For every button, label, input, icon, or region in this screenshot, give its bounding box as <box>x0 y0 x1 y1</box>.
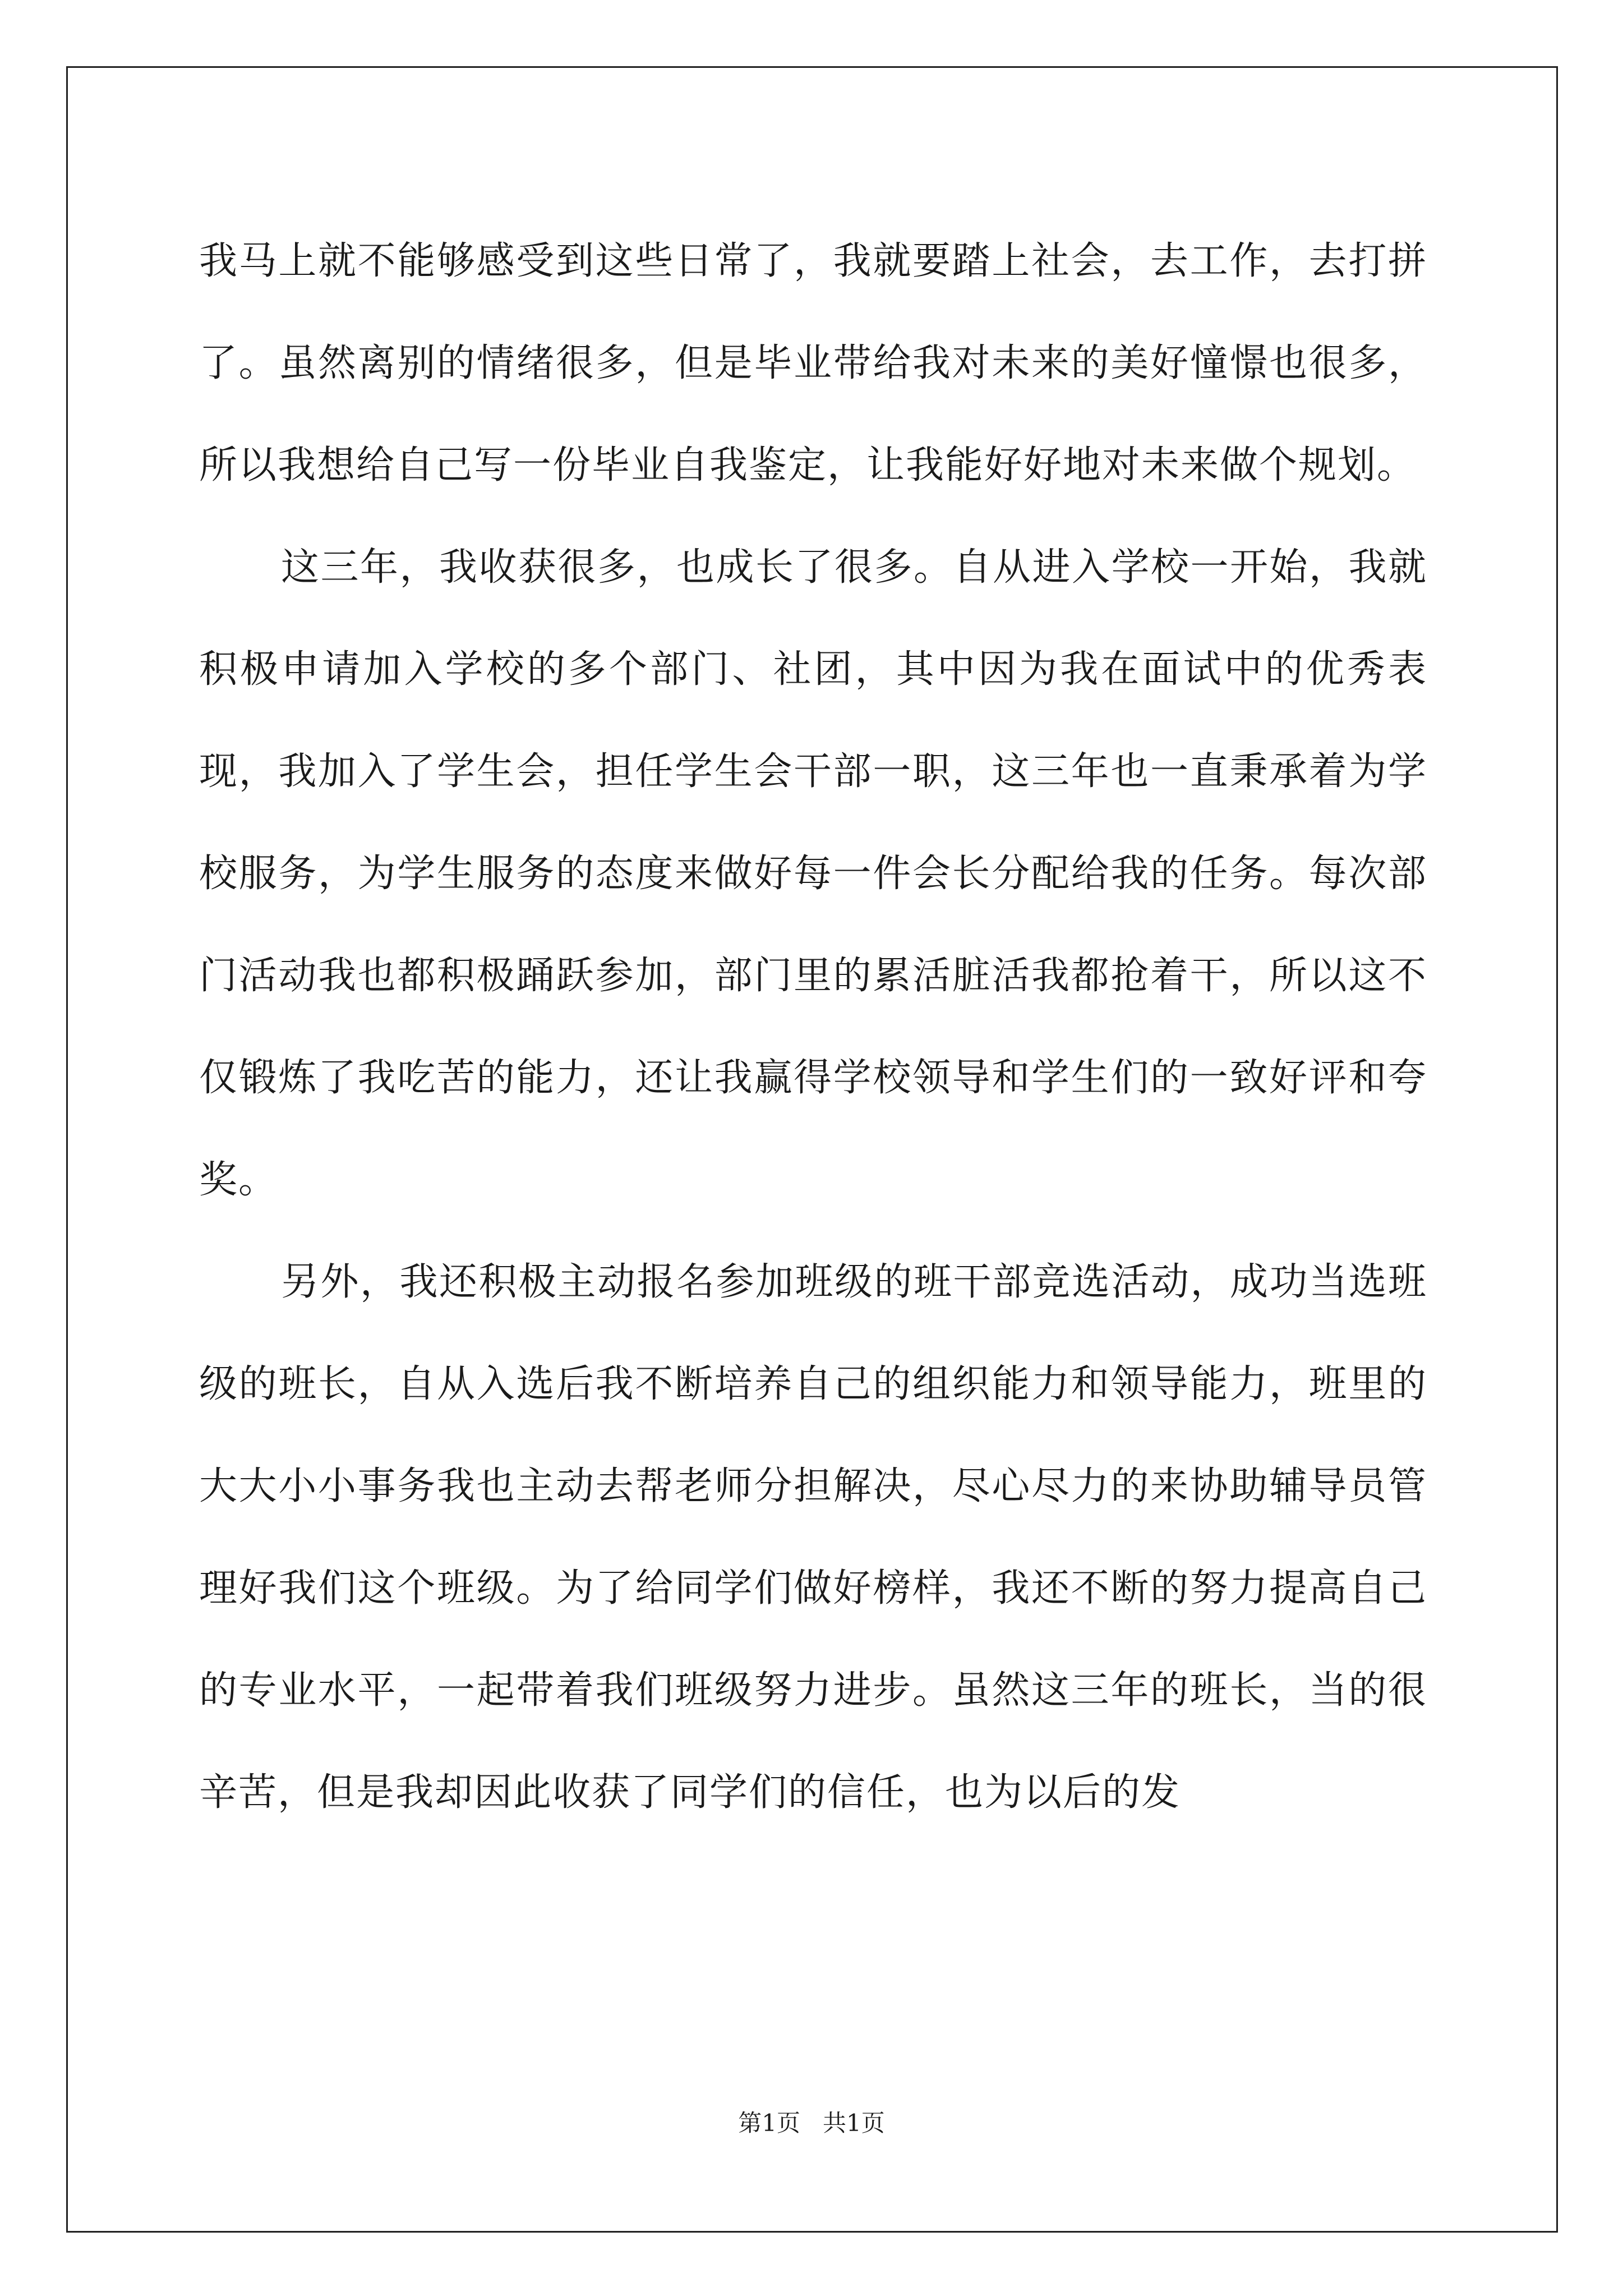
document-body <box>199 210 1427 1844</box>
page-footer <box>0 2106 1623 2140</box>
page-total: 共1页 <box>823 2109 885 2137</box>
paragraph-1: 我马上就不能够感受到这些日常了，我就要踏上社会，去工作，去打拼了。虽然离别的情绪很多，但是毕业带给我对未来的美好憧憬也很多，所以我想给自己写一份毕业自我鉴定，让我能好好地对未来做个规划。 <box>199 239 1427 487</box>
page-number: 第1页 <box>738 2109 800 2137</box>
paragraph-3: 另外，我还积极主动报名参加班级的班干部竞选活动，成功当选班级的班长，自从入选后我不断培养自己的组织能力和领导能力，班里的大大小小事务我也主动去帮老师分担解决，尽心尽力的来协助辅导员管理好我们这个班级。为了给同学们做好榜样，我还不断的努力提高自己的专业水平，一起带着我们班级努力进步。虽然这三年的班长，当的很辛苦，但是我却因此收获了同学们的信任，也为以后的发 <box>199 1260 1427 1815</box>
paragraph-2: 这三年，我收获很多，也成长了很多。自从进入学校一开始，我就积极申请加入学校的多个部门、社团，其中因为我在面试中的优秀表现，我加入了学生会，担任学生会干部一职，这三年也一直秉承着为学校服务，为学生服务的态度来做好每一件会长分配给我的任务。每次部门活动我也都积极踊跃参加，部门里的累活脏活我都抢着干，所以这不仅锻炼了我吃苦的能力，还让我赢得学校领导和学生们的一致好评和夸奖。 <box>199 545 1427 1202</box>
